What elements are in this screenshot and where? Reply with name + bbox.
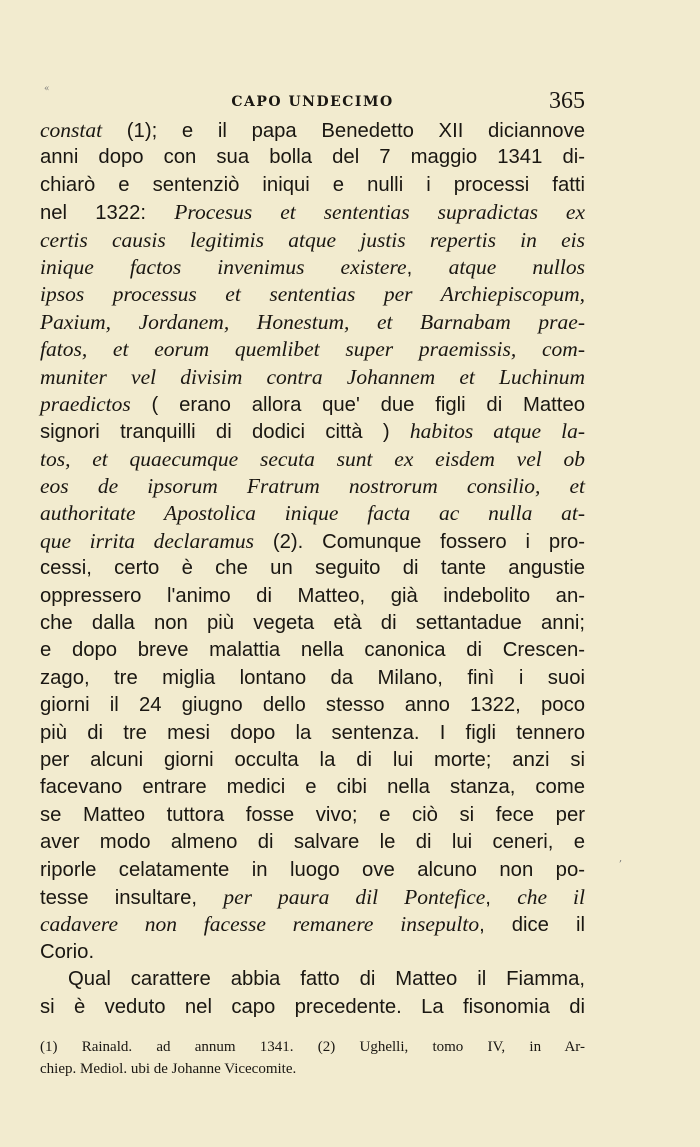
text-segment: più di tre mesi dopo la sentenza. I figli tennero <box>40 721 585 744</box>
text-segment: Corio. <box>40 940 95 963</box>
text-segment: , <box>406 256 449 279</box>
latin-quote-segment: che il <box>517 884 585 909</box>
text-line <box>40 911 585 938</box>
text-line <box>40 446 585 473</box>
latin-quote-segment: Paxium, Jordanem, Honestum, et Barnabam prae- <box>40 309 585 334</box>
latin-quote-segment: authoritate Apostolica inique facta ac nulla at- <box>40 501 585 526</box>
text-line <box>40 528 585 555</box>
latin-quote-segment: habitos atque la- <box>409 419 586 444</box>
text-line <box>40 747 585 774</box>
text-line <box>40 500 585 527</box>
text-line <box>40 418 585 445</box>
text-line <box>40 966 585 993</box>
text-line <box>40 281 585 308</box>
text-segment: , dice il <box>479 914 586 937</box>
text-line <box>40 227 585 254</box>
latin-quote-segment: fatos, et eorum quemlibet super praemissis, com- <box>40 337 585 362</box>
latin-quote-segment: constat <box>40 118 103 142</box>
text-line <box>40 144 585 171</box>
text-line <box>40 117 585 144</box>
latin-quote-segment: tos, et quaecumque secuta sunt ex eisdem vel ob <box>40 446 585 471</box>
text-line <box>40 391 585 418</box>
latin-quote-segment: atque nullos <box>448 254 585 279</box>
text-line <box>40 583 585 610</box>
text-segment: facevano entrare medici e cibi nella stanza, come <box>40 776 585 799</box>
latin-quote-segment: per paura dil Pontefice <box>223 884 486 909</box>
text-line <box>40 884 585 911</box>
text-segment: (1); e il papa Benedetto XII diciannove <box>102 120 585 142</box>
text-segment: zago, tre miglia lontano da Milano, finì i suoi <box>40 666 585 689</box>
text-segment: riporle celatamente in luogo ove alcuno non po- <box>40 858 585 881</box>
text-line <box>40 994 585 1021</box>
latin-quote-segment: que irrita declaramus <box>40 528 254 553</box>
text-segment: che dalla non più vegeta età di settantadue anni; <box>40 612 585 635</box>
text-segment: (2). Comunque fossero i pro- <box>253 530 585 553</box>
text-line <box>40 637 585 664</box>
text-segment: per alcuni giorni occulta la di lui morte; anzi si <box>40 748 585 771</box>
text-segment: anni dopo con sua bolla del 7 maggio 1341 di- <box>40 146 585 169</box>
text-segment: tesse insultare, <box>40 886 224 909</box>
text-segment: , <box>485 886 518 909</box>
text-line <box>40 857 585 884</box>
text-line <box>40 336 585 363</box>
text-line <box>40 829 585 856</box>
text-line <box>40 665 585 692</box>
text-segment: se Matteo tuttora fosse vivo; e ciò si fece per <box>40 803 585 826</box>
latin-quote-segment: eos de ipsorum Fratrum nostrorum consilio, et <box>40 474 585 499</box>
text-line <box>40 692 585 719</box>
latin-quote-segment: Procesus et sententias supradictas ex <box>174 200 586 225</box>
text-segment: chiarò e sentenziò iniqui e nulli i processi fatti <box>40 173 585 196</box>
margin-mark: , <box>619 853 623 864</box>
text-line <box>40 199 585 226</box>
text-segment: giorni il 24 giugno dello stesso anno 1322, poco <box>40 694 585 717</box>
corner-mark: « <box>44 84 50 94</box>
text-line <box>40 720 585 747</box>
text-line <box>40 610 585 637</box>
text-segment: oppressero l'animo di Matteo, già indebolito an- <box>40 584 585 607</box>
page-number: 365 <box>549 88 585 114</box>
footnote-line: chiep. Mediol. ubi de Johanne Vicecomite. <box>40 1061 297 1077</box>
latin-quote-segment: certis causis legitimis atque justis repertis in eis <box>40 227 585 252</box>
text-line <box>40 802 585 829</box>
chapter-title: CAPO UNDECIMO <box>231 94 394 110</box>
text-segment: cessi, certo è che un seguito di tante angustie <box>40 557 585 580</box>
text-segment: aver modo almeno di salvare le di lui ceneri, e <box>40 831 585 854</box>
text-line <box>40 254 585 281</box>
text-line <box>40 364 585 391</box>
latin-quote-segment: inique factos invenimus existere <box>40 254 407 279</box>
latin-quote-segment: praedictos <box>40 391 131 416</box>
text-line <box>40 172 585 199</box>
text-line <box>40 774 585 801</box>
latin-quote-segment: cadavere non facesse remanere insepulto <box>40 912 480 937</box>
text-segment: si è veduto nel capo precedente. La fisonomia di <box>40 995 585 1018</box>
text-segment: Qual carattere abbia fatto di Matteo il Fiamma, <box>68 968 585 991</box>
text-line <box>40 309 585 336</box>
text-segment: ( erano allora que' due figli di Matteo <box>130 393 585 416</box>
footnotes <box>40 1036 585 1080</box>
text-line <box>40 939 585 966</box>
latin-quote-segment: ipsos processus et sententias per Archiepiscopum, <box>40 282 585 307</box>
text-segment: e dopo breve malattia nella canonica di Crescen- <box>40 639 585 662</box>
text-segment: nel 1322: <box>40 202 175 225</box>
latin-quote-segment: muniter vel divisim contra Johannem et Luchinum <box>40 364 585 389</box>
body-text <box>40 117 585 1021</box>
text-line <box>40 555 585 582</box>
footnote-line: (1) Rainald. ad annum 1341. (2) Ughelli, tomo IV, in Ar- <box>40 1039 585 1055</box>
text-line <box>40 473 585 500</box>
text-segment: signori tranquilli di dodici città ) <box>40 421 410 444</box>
